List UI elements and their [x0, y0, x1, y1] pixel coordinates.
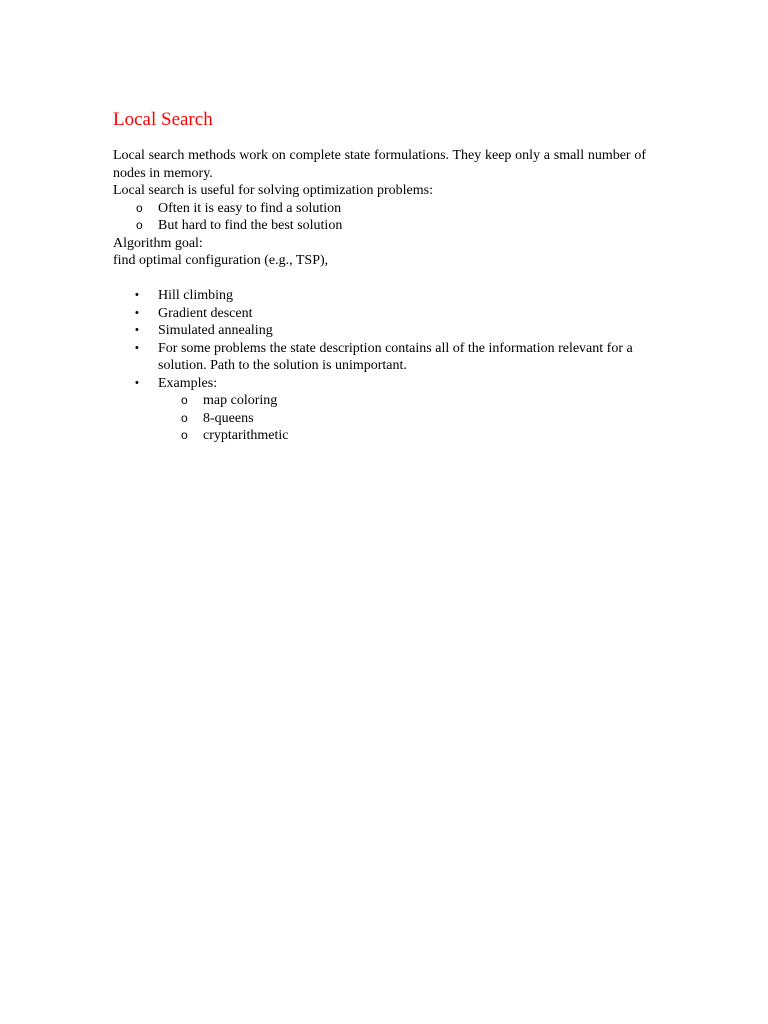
goal-label: Algorithm goal: — [113, 235, 203, 251]
blank-line — [113, 270, 646, 288]
document-body — [113, 147, 646, 445]
list-item — [113, 287, 646, 305]
goal-text: find optimal configuration (e.g., TSP), — [113, 253, 329, 268]
bullet-icon: • — [135, 306, 139, 319]
list-item-text: Gradient descent — [158, 305, 253, 321]
circle-bullet-icon: o — [181, 428, 188, 442]
list-item — [113, 200, 646, 218]
section-heading: Local Search — [113, 109, 213, 130]
list-item-text: map coloring — [203, 393, 278, 408]
optimization-points-list — [113, 200, 646, 235]
list-item-text: Often it is easy to find a solution — [158, 200, 342, 216]
bullet-icon: • — [135, 324, 139, 336]
list-item — [113, 305, 646, 323]
list-item — [113, 340, 646, 375]
bullet-icon: • — [135, 341, 139, 354]
circle-bullet-icon: o — [136, 218, 143, 232]
circle-bullet-icon: o — [181, 410, 188, 425]
methods-list — [113, 287, 646, 392]
list-item — [113, 375, 646, 393]
list-item-text: Examples: — [158, 375, 218, 391]
list-item-text: Simulated annealing — [158, 323, 273, 338]
list-item — [113, 322, 646, 340]
useful-line: Local search is useful for solving optimization problems: — [113, 183, 433, 198]
list-item-text: 8-queens — [203, 410, 254, 426]
bullet-icon: • — [135, 289, 139, 301]
circle-bullet-icon: o — [181, 393, 188, 407]
examples-list — [113, 392, 646, 445]
bullet-icon: • — [135, 376, 139, 389]
intro-paragraph: Local search methods work on complete state formulations. They keep only a small number of nodes in memory. — [113, 148, 646, 181]
circle-bullet-icon: o — [136, 200, 143, 215]
list-item-text: For some problems the state description contains all of the information relevant for a solution. Path to the solution is unimportant. — [158, 340, 633, 373]
list-item-text: cryptarithmetic — [203, 428, 289, 443]
list-item — [113, 217, 646, 235]
list-item — [113, 427, 646, 445]
list-item — [113, 410, 646, 428]
list-item-text: Hill climbing — [158, 288, 234, 303]
list-item — [113, 392, 646, 410]
list-item-text: But hard to find the best solution — [158, 218, 343, 233]
